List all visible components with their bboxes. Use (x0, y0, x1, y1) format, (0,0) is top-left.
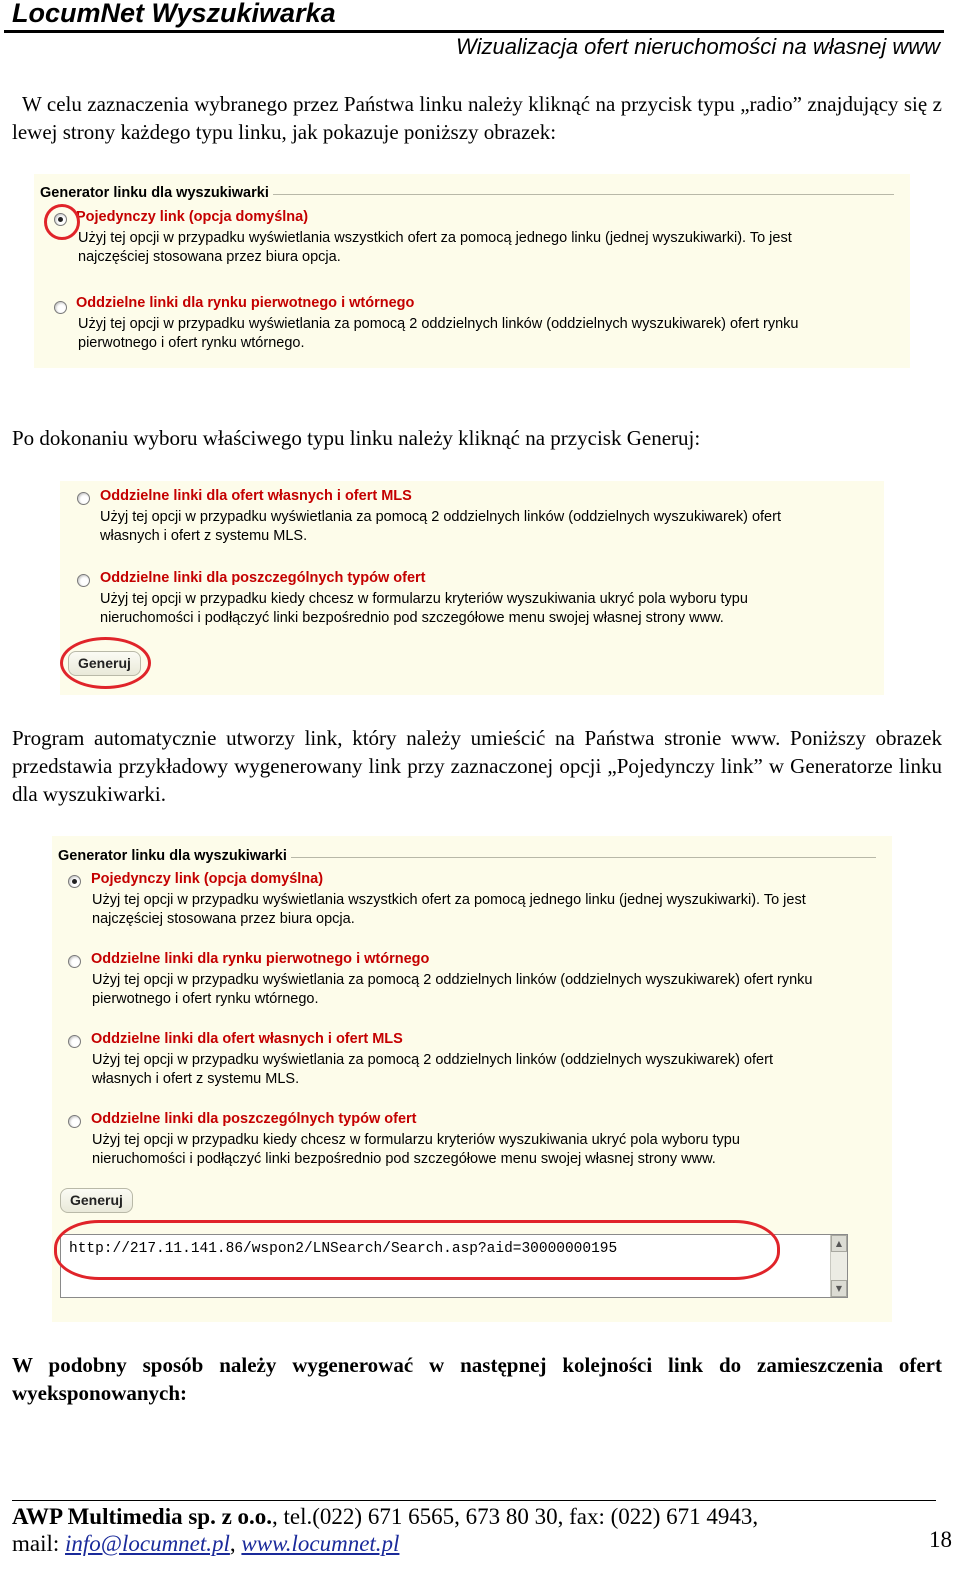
generate-button[interactable]: Generuj (68, 651, 141, 676)
footer-website-link[interactable]: www.locumnet.pl (241, 1531, 400, 1556)
radio-offer-types-full[interactable] (68, 1115, 81, 1128)
footer-mail-label: mail: (12, 1531, 66, 1556)
footer-contact: , tel.(022) 671 6565, 673 80 30, fax: (022) 671 4943, (272, 1504, 759, 1529)
generator-legend (40, 184, 894, 202)
paragraph-featured-offers-text: W podobny sposób należy wygenerować w następnej kolejności link do zamieszczenia ofert wyeksponowanych: (12, 1353, 942, 1405)
footer-separator: , (229, 1531, 242, 1556)
footer-divider (12, 1500, 936, 1501)
option-offer-types-title: Oddzielne linki dla poszczególnych typów ofert (100, 570, 426, 586)
generator-legend-full-text: Generator linku dla wyszukiwarki (58, 848, 287, 864)
option-offer-types-desc-2: nieruchomości i podłączyć linki bezpośrednio pod szczegółowe menu swojej własnej strony www. (100, 610, 724, 626)
footer-company: AWP Multimedia sp. z o.o. (12, 1504, 273, 1529)
document-header-subtitle: Wizualizacja ofert nieruchomości na własnej www (456, 34, 940, 59)
header-divider (4, 30, 944, 33)
radio-own-mls-full[interactable] (68, 1035, 81, 1048)
textarea-scrollbar[interactable] (830, 1235, 847, 1297)
option-primary-secondary-full-desc-2: pierwotnego i ofert rynku wtórnego. (92, 991, 319, 1007)
legend-divider-full (291, 857, 876, 858)
scroll-down-icon[interactable]: ▼ (831, 1280, 847, 1297)
option-own-mls-desc-2: własnych i ofert z systemu MLS. (100, 528, 308, 544)
page-number: 18 (929, 1527, 952, 1552)
generate-button-full[interactable]: Generuj (60, 1188, 133, 1213)
option-own-mls-full-desc-2: własnych i ofert z systemu MLS. (92, 1071, 300, 1087)
generated-link-textarea[interactable] (60, 1234, 848, 1298)
radio-single-link-full[interactable] (68, 875, 81, 888)
paragraph-generate-instruction-text: Po dokonaniu wyboru właściwego typu linku należy kliknąć na przycisk Generuj: (12, 426, 701, 450)
screenshot-generator-options (34, 174, 910, 368)
option-own-mls-full-title: Oddzielne linki dla ofert własnych i ofert MLS (91, 1031, 403, 1047)
scroll-up-icon[interactable]: ▲ (831, 1235, 847, 1252)
option-primary-secondary-desc-1: Użyj tej opcji w przypadku wyświetlania za pomocą 2 oddzielnych linków (oddzielnych wyszukiwarek) ofert rynku (78, 316, 799, 332)
paragraph-radio-instruction-text: W celu zaznaczenia wybranego przez Państwa linku należy kliknąć na przycisk typu „radio” znajdujący się z lewej strony każdego typu linku, jak pokazuje poniższy obrazek: (12, 92, 942, 144)
option-single-link-full-title: Pojedynczy link (opcja domyślna) (91, 871, 324, 887)
option-single-link-full-desc-1: Użyj tej opcji w przypadku wyświetlania wszystkich ofert za pomocą jednego linku (jednej wyszukiwarki). To jest (92, 892, 806, 908)
radio-primary-secondary-full[interactable] (68, 955, 81, 968)
option-primary-secondary-full-title: Oddzielne linki dla rynku pierwotnego i wtórnego (91, 951, 430, 967)
generated-link-text: http://217.11.141.86/wspon2/LNSearch/Search.asp?aid=30000000195 (69, 1241, 618, 1257)
radio-own-mls[interactable] (77, 492, 90, 505)
footer-company-line (12, 1504, 758, 1530)
option-offer-types-full-desc-2: nieruchomości i podłączyć linki bezpośrednio pod szczegółowe menu swojej własnej strony www. (92, 1151, 716, 1167)
radio-offer-types[interactable] (77, 574, 90, 587)
footer-mail-line (12, 1531, 399, 1557)
paragraph-generated-link (12, 724, 942, 808)
option-own-mls-desc-1: Użyj tej opcji w przypadku wyświetlania za pomocą 2 oddzielnych linków (oddzielnych wyszukiwarek) ofert (100, 509, 781, 525)
option-offer-types-desc-1: Użyj tej opcji w przypadku kiedy chcesz w formularzu kryteriów wyszukiwania ukryć pola wyboru typu (100, 591, 748, 607)
screenshot-generated-link (52, 836, 892, 1322)
option-single-link-desc-2: najczęściej stosowana przez biura opcja. (78, 249, 341, 265)
screenshot-generate-button (60, 481, 884, 695)
legend-divider (273, 194, 894, 195)
paragraph-radio-instruction (12, 90, 942, 146)
footer-email-link[interactable]: info@locumnet.pl (65, 1531, 230, 1556)
paragraph-generated-link-text: Program automatycznie utworzy link, który należy umieścić na Państwa stronie www. Poniższy obrazek przedstawia przykładowy wygenerowany link przy zaznaczonej opcji „Pojedynczy link” w Generatorze linku dla wyszukiwarki. (12, 726, 942, 806)
option-primary-secondary-title: Oddzielne linki dla rynku pierwotnego i wtórnego (76, 295, 415, 311)
option-offer-types-full-desc-1: Użyj tej opcji w przypadku kiedy chcesz w formularzu kryteriów wyszukiwania ukryć pola wyboru typu (92, 1132, 740, 1148)
generator-legend-full (58, 847, 876, 865)
option-single-link-full-desc-2: najczęściej stosowana przez biura opcja. (92, 911, 355, 927)
generator-legend-text: Generator linku dla wyszukiwarki (40, 185, 269, 201)
radio-primary-secondary[interactable] (54, 301, 67, 314)
option-offer-types-full-title: Oddzielne linki dla poszczególnych typów ofert (91, 1111, 417, 1127)
option-single-link-desc-1: Użyj tej opcji w przypadku wyświetlania wszystkich ofert za pomocą jednego linku (jednej wyszukiwarki). To jest (78, 230, 792, 246)
radio-single-link[interactable] (54, 213, 67, 226)
option-single-link-title: Pojedynczy link (opcja domyślna) (76, 209, 309, 225)
option-primary-secondary-desc-2: pierwotnego i ofert rynku wtórnego. (78, 335, 305, 351)
paragraph-featured-offers (12, 1351, 942, 1407)
option-own-mls-full-desc-1: Użyj tej opcji w przypadku wyświetlania za pomocą 2 oddzielnych linków (oddzielnych wyszukiwarek) ofert (92, 1052, 773, 1068)
option-primary-secondary-full-desc-1: Użyj tej opcji w przypadku wyświetlania za pomocą 2 oddzielnych linków (oddzielnych wyszukiwarek) ofert rynku (92, 972, 813, 988)
paragraph-generate-instruction (12, 424, 942, 452)
document-header-title: LocumNet Wyszukiwarka (12, 0, 336, 28)
option-own-mls-title: Oddzielne linki dla ofert własnych i ofert MLS (100, 488, 412, 504)
